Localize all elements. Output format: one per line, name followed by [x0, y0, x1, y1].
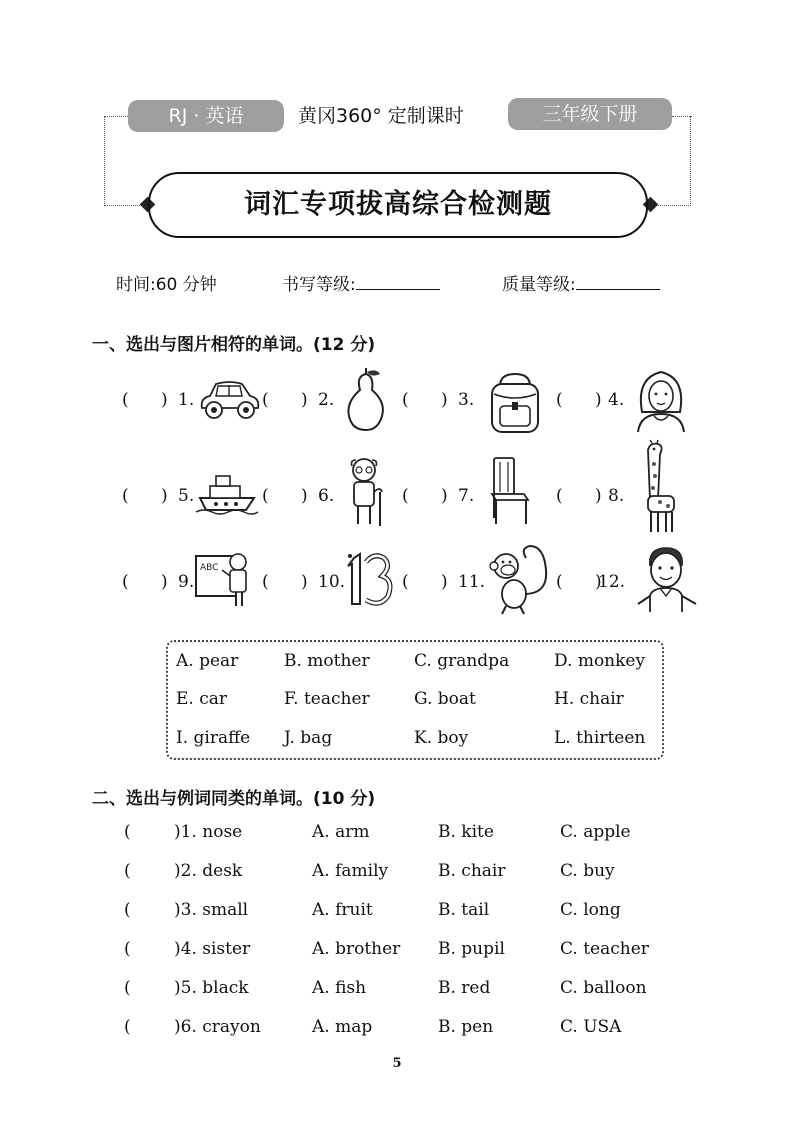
question-number: 5. — [178, 486, 195, 506]
example-word: )3. small — [174, 900, 249, 920]
grade-tag: 三年级下册 — [508, 98, 672, 130]
choice-a: A. map — [312, 1017, 373, 1037]
choice-a: A. family — [312, 861, 389, 881]
choice-c: C. long — [560, 900, 621, 920]
choice-a: A. arm — [312, 822, 370, 842]
choice-c: C. buy — [560, 861, 615, 881]
header-dotted-frame-left — [104, 116, 105, 206]
series-title: 黄冈360° 定制课时 — [298, 105, 464, 127]
example-word: )6. crayon — [174, 1017, 261, 1037]
answer-paren-1[interactable]: ( ) — [122, 390, 168, 410]
question-number: 12. — [598, 572, 626, 592]
boat-picture — [196, 470, 258, 514]
question-number: 11. — [458, 572, 486, 592]
writing-grade-blank[interactable] — [356, 273, 440, 290]
choice-c: C. apple — [560, 822, 631, 842]
example-word: )2. desk — [174, 861, 243, 881]
example-word: )4. sister — [174, 939, 251, 959]
answer-paren-4[interactable]: ( ) — [556, 390, 602, 410]
answer-paren-9[interactable]: ( ) — [122, 572, 168, 592]
giraffe-picture — [636, 440, 680, 534]
grandpa-picture — [342, 456, 386, 528]
question-number: 7. — [458, 486, 475, 506]
page-title: 词汇专项拔高综合检测题 — [148, 172, 648, 238]
option-item: D. monkey — [554, 651, 646, 671]
quality-grade-blank[interactable] — [576, 273, 660, 290]
option-item: E. car — [176, 689, 227, 709]
section1-heading: 一、选出与图片相符的单词。(12 分) — [92, 335, 376, 355]
answer-paren[interactable]: ( — [124, 822, 131, 842]
quality-grade — [502, 270, 660, 295]
question-number: 10. — [318, 572, 346, 592]
answer-paren[interactable]: ( — [124, 978, 131, 998]
pear-picture — [344, 368, 388, 432]
choice-b: B. kite — [438, 822, 494, 842]
option-item: B. mother — [284, 651, 370, 671]
choice-c: C. USA — [560, 1017, 622, 1037]
answer-paren-10[interactable]: ( ) — [262, 572, 308, 592]
time-limit: 时间:60 分钟 — [116, 275, 217, 295]
option-item: G. boat — [414, 689, 476, 709]
header-dotted-frame-top — [104, 116, 128, 117]
thirteen-picture — [340, 550, 402, 612]
answer-paren-12[interactable]: ( ) — [556, 572, 602, 592]
answer-paren-2[interactable]: ( ) — [262, 390, 308, 410]
question-number: 4. — [608, 390, 625, 410]
choice-b: B. pupil — [438, 939, 505, 959]
choice-c: C. teacher — [560, 939, 649, 959]
option-item: L. thirteen — [554, 728, 646, 748]
question-number: 9. — [178, 572, 195, 592]
header-dotted-frame-top-right — [672, 116, 692, 117]
answer-paren[interactable]: ( — [124, 939, 131, 959]
answer-paren-7[interactable]: ( ) — [402, 486, 448, 506]
mother-picture — [634, 368, 688, 432]
header-dotted-frame-right — [690, 116, 691, 206]
quality-grade-label: 质量等级: — [502, 275, 576, 295]
answer-paren-3[interactable]: ( ) — [402, 390, 448, 410]
writing-grade — [282, 270, 440, 295]
boy-picture — [636, 544, 698, 614]
question-number: 1. — [178, 390, 195, 410]
question-number: 8. — [608, 486, 625, 506]
answer-paren-8[interactable]: ( ) — [556, 486, 602, 506]
answer-paren-5[interactable]: ( ) — [122, 486, 168, 506]
choice-b: B. pen — [438, 1017, 494, 1037]
answer-paren[interactable]: ( — [124, 1017, 131, 1037]
option-item: H. chair — [554, 689, 624, 709]
choice-b: B. chair — [438, 861, 506, 881]
car-picture — [196, 378, 264, 424]
option-item: F. teacher — [284, 689, 370, 709]
example-word: )5. black — [174, 978, 249, 998]
page-number: 5 — [392, 1056, 402, 1071]
answer-paren[interactable]: ( — [124, 900, 131, 920]
monkey-picture — [490, 540, 552, 616]
question-number: 3. — [458, 390, 475, 410]
option-item: K. boy — [414, 728, 469, 748]
writing-grade-label: 书写等级: — [282, 275, 356, 295]
choice-c: C. balloon — [560, 978, 647, 998]
schoolbag-picture — [484, 372, 546, 434]
option-item: A. pear — [176, 651, 239, 671]
choice-b: B. red — [438, 978, 491, 998]
option-item: J. bag — [284, 728, 333, 748]
header-dotted-frame-bottom-right — [656, 205, 691, 206]
choice-a: A. fruit — [312, 900, 373, 920]
example-word: )1. nose — [174, 822, 243, 842]
question-number: 6. — [318, 486, 335, 506]
choice-a: A. fish — [312, 978, 367, 998]
answer-paren-6[interactable]: ( ) — [262, 486, 308, 506]
choice-a: A. brother — [312, 939, 401, 959]
section2-heading: 二、选出与例词同类的单词。(10 分) — [92, 789, 376, 809]
choice-b: B. tail — [438, 900, 490, 920]
teacher-picture — [194, 552, 258, 608]
option-item: C. grandpa — [414, 651, 510, 671]
subject-tag: RJ · 英语 — [128, 100, 284, 132]
header-dotted-frame-bottom-left — [104, 205, 144, 206]
question-number: 2. — [318, 390, 335, 410]
board-text: ABC — [200, 563, 219, 573]
answer-paren-11[interactable]: ( ) — [402, 572, 448, 592]
chair-picture — [484, 456, 532, 526]
answer-paren[interactable]: ( — [124, 861, 131, 881]
option-item: I. giraffe — [176, 728, 251, 748]
